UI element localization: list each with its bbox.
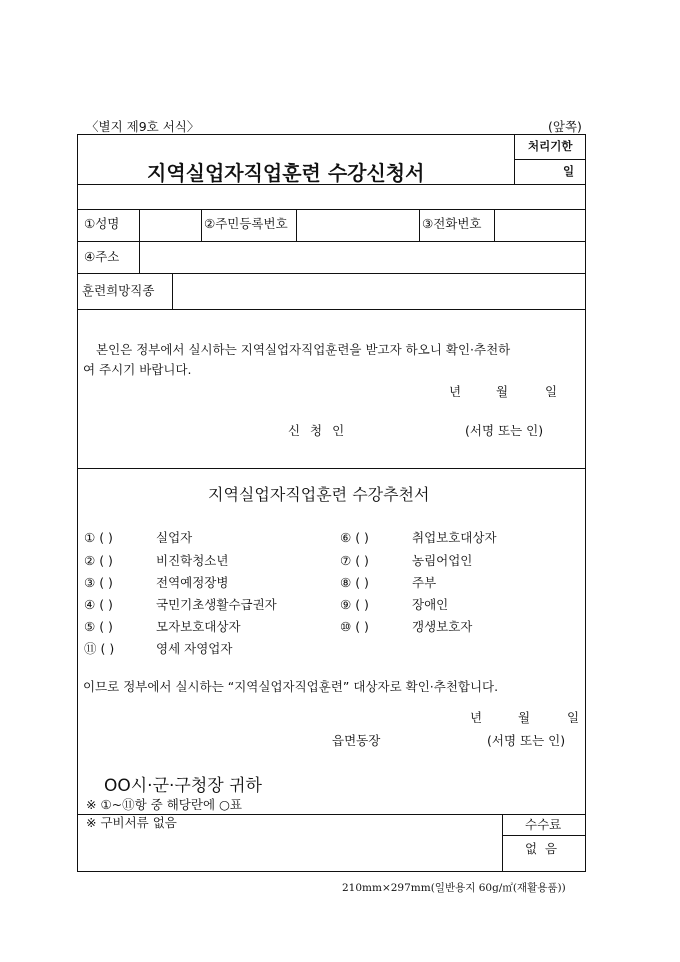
category-label: 실업자 (156, 530, 193, 545)
category-checkbox[interactable]: ( ) (99, 597, 113, 612)
category-label: 전역예정장병 (156, 575, 229, 590)
row1-divider-b (296, 209, 297, 241)
phone-label: ③전화번호 (422, 216, 482, 231)
application-date-month: 월 (496, 384, 509, 399)
category-item-5 (84, 619, 241, 634)
form-number-label: 〈별지 제9호 서식〉 (86, 119, 200, 134)
category-item-8 (340, 575, 437, 590)
category-label: 농림어업인 (412, 553, 473, 568)
category-label: 취업보호대상자 (412, 530, 497, 545)
info-table-top-line (77, 209, 586, 210)
category-item-11 (84, 641, 233, 656)
fee-box-left-border (502, 814, 503, 872)
paper-spec: 210mm×297mm(일반용지 60g/㎡(재활용품)) (342, 882, 566, 894)
row2-bottom-line (77, 273, 586, 274)
desired-job-input[interactable] (178, 278, 582, 304)
category-number: ⑨ (340, 597, 352, 612)
category-label: 비진학청소년 (156, 553, 229, 568)
category-label: 장애인 (412, 597, 449, 612)
phone-input[interactable] (498, 213, 582, 237)
category-number: ⑤ (84, 619, 96, 634)
application-date-year: 년 (449, 384, 462, 399)
recommendation-statement: 이므로 정부에서 실시하는 “지역실업자직업훈련” 대상자로 확인·추천합니다. (83, 679, 499, 694)
category-label: 국민기초생활수급권자 (156, 597, 277, 612)
row1-divider-d (494, 209, 495, 241)
category-checkbox[interactable]: ( ) (355, 575, 369, 590)
category-label: 영세 자영업자 (156, 641, 233, 656)
application-statement-line1: 본인은 정부에서 실시하는 지역실업자직업훈련을 받고자 하오니 확인·추천하 (96, 342, 511, 357)
category-checkbox[interactable]: ( ) (99, 619, 113, 634)
row1-bottom-line (77, 241, 586, 242)
application-date-day: 일 (545, 384, 558, 399)
category-item-2 (84, 553, 229, 568)
category-item-7 (340, 553, 473, 568)
category-item-6 (340, 530, 497, 545)
recommendation-date-year: 년 (470, 710, 483, 725)
section-divider (77, 468, 586, 469)
recommendation-date-month: 월 (518, 710, 531, 725)
category-item-3 (84, 575, 229, 590)
recommendation-date-day: 일 (567, 710, 580, 725)
category-checkbox[interactable]: ( ) (355, 619, 369, 634)
row3-bottom-line (77, 309, 586, 310)
category-number: ⑪ (84, 641, 97, 656)
category-number: ④ (84, 597, 96, 612)
category-checkbox[interactable]: ( ) (355, 597, 369, 612)
category-checkbox[interactable]: ( ) (99, 575, 113, 590)
deadline-label: 처리기한 (528, 139, 573, 153)
address-input[interactable] (145, 245, 581, 269)
page-side-label: (앞쪽) (548, 119, 582, 134)
category-item-10 (340, 619, 473, 634)
office-label: 읍면동장 (332, 733, 381, 748)
category-label: 모자보호대상자 (156, 619, 241, 634)
category-item-1 (84, 530, 193, 545)
resident-number-label: ②주민등록번호 (204, 216, 288, 231)
category-checkbox[interactable]: ( ) (355, 530, 369, 545)
name-label: ①성명 (84, 216, 120, 231)
fee-box-divider (502, 835, 586, 836)
category-checkbox[interactable]: ( ) (355, 553, 369, 568)
category-number: ⑦ (340, 553, 352, 568)
application-statement-line2: 여 주시기 바랍니다. (83, 362, 192, 377)
fee-label: 수수료 (525, 817, 562, 832)
desired-job-label: 훈련희망직종 (82, 283, 155, 298)
category-number: ⑥ (340, 530, 352, 545)
row3-divider (172, 273, 173, 309)
title-bottom-line (77, 184, 586, 185)
category-number: ③ (84, 575, 96, 590)
category-number: ② (84, 553, 96, 568)
category-number: ⑩ (340, 619, 352, 634)
row1-divider-a (201, 209, 202, 241)
category-number: ① (84, 530, 96, 545)
category-checkbox[interactable]: ( ) (99, 530, 113, 545)
category-number: ⑧ (340, 575, 352, 590)
category-label: 갱생보호자 (412, 619, 473, 634)
recommendation-title: 지역실업자직업훈련 수강추천서 (208, 485, 430, 504)
recommendation-signature-label: (서명 또는 인) (487, 733, 566, 748)
row1-divider-c (419, 209, 420, 241)
name-input[interactable] (145, 213, 199, 237)
category-checkbox[interactable]: ( ) (100, 641, 115, 656)
required-documents-note: ※ 구비서류 없음 (86, 815, 177, 830)
form-title: 지역실업자직업훈련 수강신청서 (147, 161, 425, 185)
deadline-unit: 일 (563, 164, 575, 178)
resident-number-input[interactable] (300, 213, 416, 237)
instruction-note: ※ ①~⑪항 중 해당란에 ○표 (86, 797, 242, 812)
category-item-9 (340, 597, 449, 612)
category-item-4 (84, 597, 277, 612)
category-label: 주부 (412, 575, 437, 590)
category-checkbox[interactable]: ( ) (99, 553, 113, 568)
label-column-divider (139, 209, 140, 273)
addressee: OO시·군·구청장 귀하 (104, 776, 262, 796)
deadline-box-divider (514, 159, 586, 160)
applicant-signature-label: (서명 또는 인) (465, 423, 544, 438)
fee-value: 없 음 (525, 841, 558, 856)
address-label: ④주소 (84, 249, 120, 264)
applicant-label: 신 청 인 (288, 423, 345, 438)
